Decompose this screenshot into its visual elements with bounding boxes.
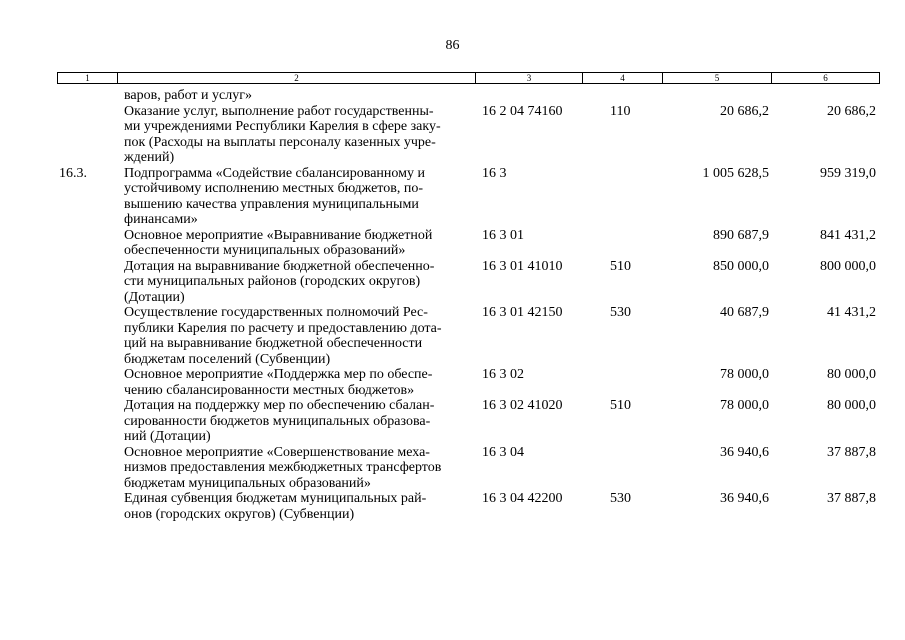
row-value-year-2: 37 887,8 — [827, 491, 876, 506]
row-value-year-2: 959 319,0 — [820, 165, 876, 181]
header-col-6: 6 — [823, 73, 828, 83]
row-value-year-2: 80 000,0 — [827, 367, 876, 382]
row-name-line: пок (Расходы на выплаты персоналу казенных учре- — [124, 134, 436, 150]
row-name-line: бюджетам поселений (Субвенции) — [124, 351, 331, 367]
row-name-line: сти муниципальных районов (городских округов) — [124, 274, 421, 289]
row-expense-type: 530 — [610, 305, 631, 320]
row-name — [124, 491, 469, 522]
row-name-line: Единая субвенция бюджетам муниципальных рай- — [124, 491, 427, 506]
row-name-line: Осуществление государственных полномочий Рес- — [124, 305, 428, 320]
row-name — [124, 166, 469, 228]
table-row — [57, 305, 880, 367]
row-code: 16 3 01 41010 — [482, 258, 563, 274]
table-row — [57, 104, 880, 166]
row-name-line: ждений) — [124, 150, 175, 165]
table-row — [57, 398, 880, 445]
row-value-year-1: 890 687,9 — [713, 227, 769, 243]
row-code: 16 3 04 — [482, 444, 524, 460]
row-value-year-2: 800 000,0 — [820, 258, 876, 274]
row-number: 16.3. — [59, 165, 87, 181]
row-name-line: низмов предоставления межбюджетных трансфертов — [124, 460, 442, 475]
row-name — [124, 104, 469, 166]
row-value-year-1: 40 687,9 — [720, 305, 769, 320]
row-code: 16 3 02 41020 — [482, 398, 563, 413]
table-row — [57, 228, 880, 259]
table-row — [57, 367, 880, 398]
row-expense-type: 510 — [610, 398, 631, 413]
row-value-year-1: 36 940,6 — [720, 491, 769, 506]
row-name-line: финансами» — [124, 212, 198, 227]
row-name-line: вышению качества управления муниципальными — [124, 196, 419, 212]
header-col-1: 1 — [58, 73, 118, 83]
row-name-line: обеспеченности муниципальных образований» — [124, 243, 406, 258]
row-value-year-2: 41 431,2 — [827, 305, 876, 320]
row-name-line: (Дотации) — [124, 289, 185, 305]
row-name — [124, 398, 469, 445]
table-row — [57, 88, 880, 104]
row-value-year-2: 37 887,8 — [827, 444, 876, 460]
header-col-4: 4 — [583, 73, 663, 83]
page-number: 86 — [445, 38, 460, 53]
table-header — [57, 72, 880, 84]
row-name — [124, 88, 469, 104]
row-name-line: Подпрограмма «Содействие сбалансированному и — [124, 165, 425, 181]
row-name-line: Основное мероприятие «Поддержка мер по обеспе- — [124, 367, 433, 382]
row-value-year-1: 78 000,0 — [720, 398, 769, 413]
row-name-line: сированности бюджетов муниципальных образова- — [124, 413, 431, 429]
row-name-line: варов, работ и услуг» — [124, 88, 252, 103]
row-expense-type: 530 — [610, 491, 631, 506]
row-name-line: чению сбалансированности местных бюджетов» — [124, 382, 415, 398]
row-name — [124, 228, 469, 259]
row-value-year-1: 1 005 628,5 — [702, 165, 769, 181]
row-name-line: Дотация на поддержку мер по обеспечению сбалан- — [124, 398, 435, 413]
table-body — [57, 88, 880, 522]
row-value-year-2: 80 000,0 — [827, 398, 876, 413]
row-expense-type: 510 — [610, 258, 631, 274]
row-code: 16 2 04 74160 — [482, 103, 563, 119]
row-code: 16 3 01 — [482, 227, 524, 243]
row-value-year-2: 841 431,2 — [820, 227, 876, 243]
table-row — [57, 166, 880, 228]
header-col-2: 2 — [118, 73, 476, 83]
row-name — [124, 305, 469, 367]
header-col-3: 3 — [476, 73, 583, 83]
row-name-line: бюджетам муниципальных образований» — [124, 475, 371, 491]
table-row — [57, 445, 880, 492]
row-name-line: ний (Дотации) — [124, 429, 211, 444]
row-value-year-1: 20 686,2 — [720, 103, 769, 119]
header-col-5: 5 — [663, 73, 772, 83]
row-name-line: онов (городских округов) (Субвенции) — [124, 506, 355, 522]
row-name-line: Основное мероприятие «Выравнивание бюджетной — [124, 227, 433, 243]
table-row — [57, 259, 880, 306]
row-code: 16 3 01 42150 — [482, 305, 563, 320]
row-value-year-2: 20 686,2 — [827, 103, 876, 119]
row-name-line: устойчивому исполнению местных бюджетов, по- — [124, 181, 423, 196]
row-name — [124, 367, 469, 398]
row-code: 16 3 — [482, 165, 507, 181]
table-row — [57, 491, 880, 522]
row-name-line: публики Карелия по расчету и предоставлению дота- — [124, 320, 442, 336]
row-expense-type: 110 — [610, 103, 631, 119]
row-code: 16 3 04 42200 — [482, 491, 563, 506]
row-value-year-1: 850 000,0 — [713, 258, 769, 274]
row-name-line: ми учреждениями Республики Карелия в сфере заку- — [124, 119, 441, 134]
row-name-line: Оказание услуг, выполнение работ государственны- — [124, 103, 434, 119]
row-name — [124, 259, 469, 306]
row-name-line: Основное мероприятие «Совершенствование меха- — [124, 444, 430, 460]
row-name-line: Дотация на выравнивание бюджетной обеспеченно- — [124, 258, 435, 274]
row-value-year-1: 78 000,0 — [720, 367, 769, 382]
row-code: 16 3 02 — [482, 367, 524, 382]
row-name-line: ций на выравнивание бюджетной обеспеченности — [124, 336, 423, 351]
row-name — [124, 445, 469, 492]
row-value-year-1: 36 940,6 — [720, 444, 769, 460]
